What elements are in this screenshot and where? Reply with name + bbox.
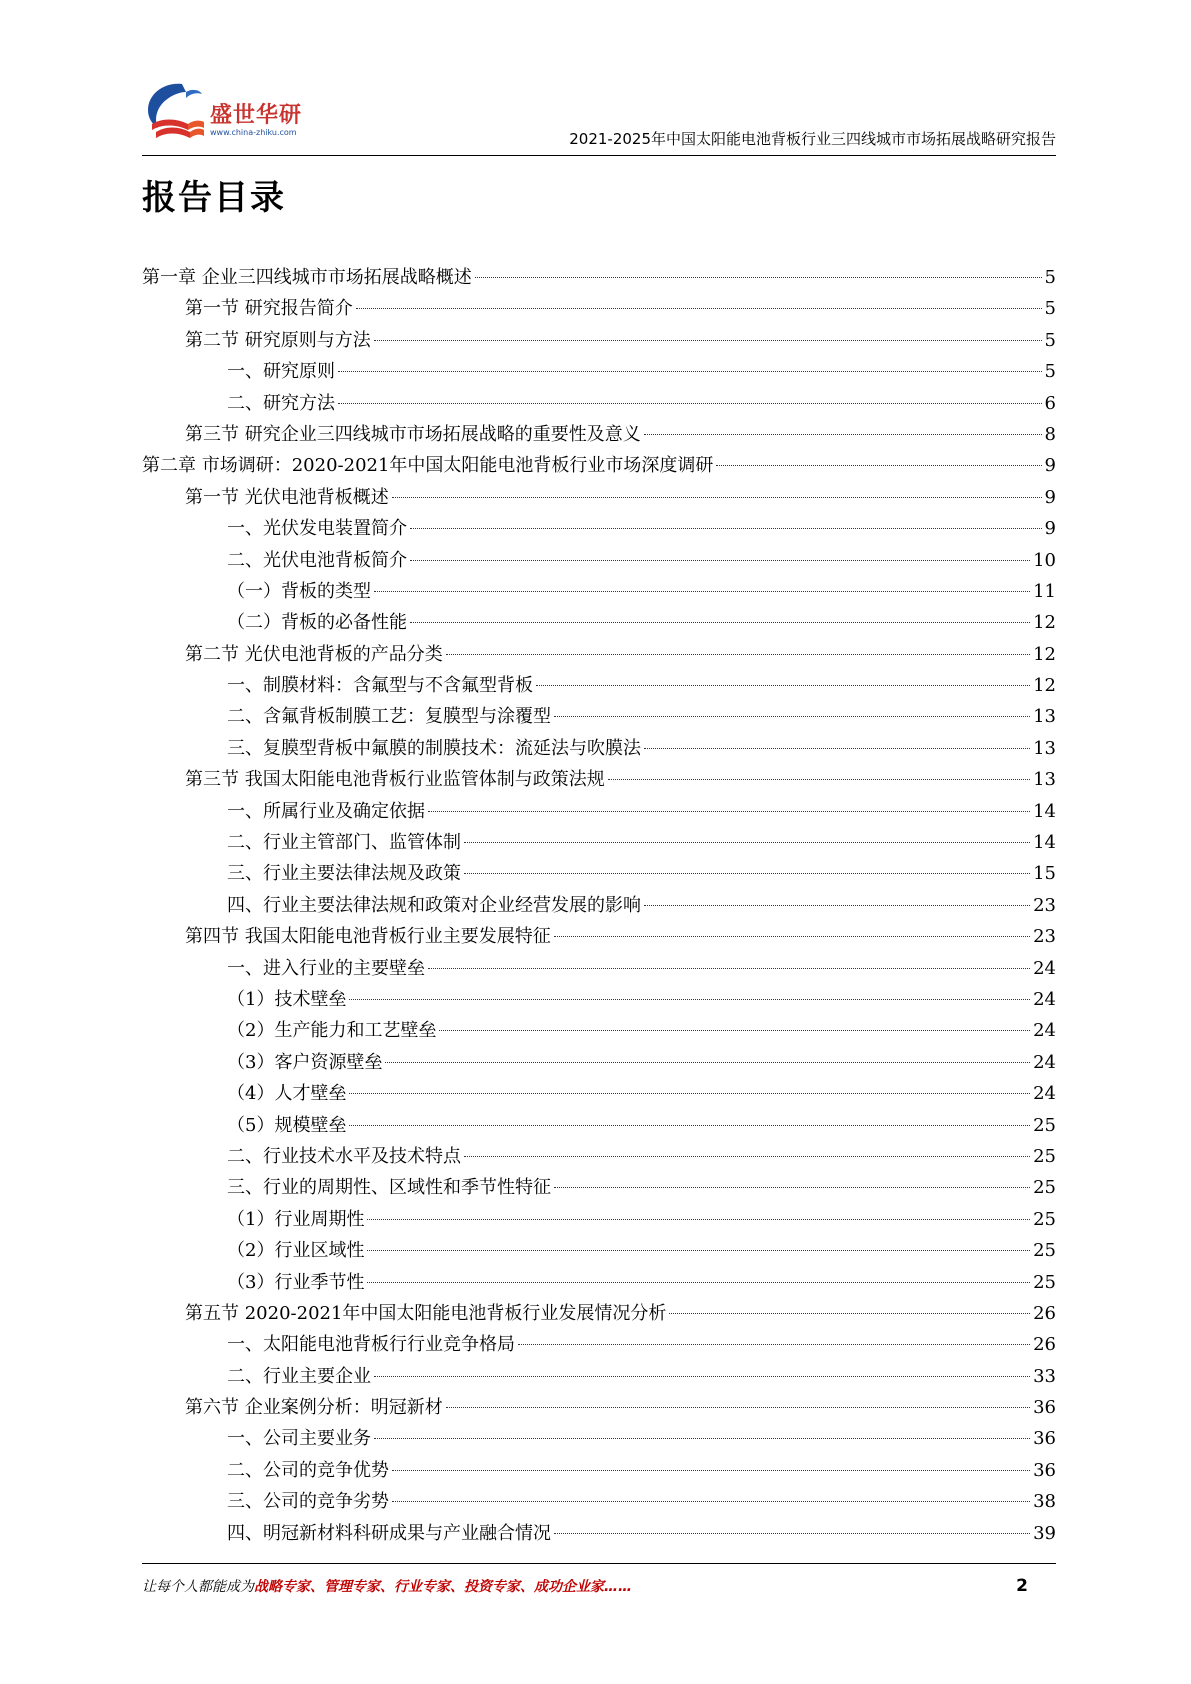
- toc-entry[interactable]: [142, 607, 1056, 638]
- toc-entry-label: 一、太阳能电池背板行行业竞争格局: [227, 1334, 515, 1356]
- toc-entry-label: 一、研究原则: [227, 361, 335, 383]
- toc-entry-label: （5）规模壁垒: [227, 1114, 347, 1136]
- toc-entry-label: 三、公司的竞争劣势: [227, 1491, 389, 1513]
- toc-entry[interactable]: [142, 293, 1056, 324]
- toc-leader-dots: [439, 1030, 1030, 1031]
- toc-entry-page: 36: [1033, 1459, 1056, 1481]
- toc-entry-label: 一、所属行业及确定依据: [227, 800, 425, 822]
- toc-entry-label: 一、制膜材料：含氟型与不含氟型背板: [227, 675, 533, 697]
- toc-leader-dots: [338, 371, 1042, 372]
- toc-entry-label: 第一章 企业三四线城市市场拓展战略概述: [142, 267, 472, 288]
- toc-entry-label: （一）背板的类型: [227, 580, 371, 602]
- toc-entry-page: 24: [1033, 1020, 1056, 1042]
- footer-slogan-prefix: 让每个人都能成为: [142, 1579, 254, 1595]
- toc-entry-label: 一、公司主要业务: [227, 1428, 371, 1450]
- toc-entry-label: 第二节 研究原则与方法: [185, 329, 371, 351]
- toc-entry-page: 9: [1044, 455, 1056, 477]
- toc-leader-dots: [410, 622, 1030, 623]
- toc-entry[interactable]: [142, 388, 1056, 419]
- toc-entry[interactable]: [142, 890, 1056, 921]
- toc-leader-dots: [554, 716, 1030, 717]
- toc-leader-dots: [428, 968, 1030, 969]
- toc-entry[interactable]: [142, 513, 1056, 544]
- report-title: 2021-2025年中国太阳能电池背板行业三四线城市市场拓展战略研究报告: [569, 130, 1056, 148]
- toc-entry[interactable]: [142, 858, 1056, 889]
- toc-entry[interactable]: [142, 1141, 1056, 1172]
- toc-entry-page: 39: [1033, 1522, 1056, 1544]
- toc-entry[interactable]: [142, 639, 1056, 670]
- toc-leader-dots: [446, 654, 1030, 655]
- toc-entry-page: 15: [1033, 863, 1056, 885]
- toc-entry-label: 第二章 市场调研：2020-2021年中国太阳能电池背板行业市场深度调研: [142, 455, 714, 477]
- toc-leader-dots: [392, 1501, 1030, 1502]
- toc-entry-page: 36: [1033, 1397, 1056, 1419]
- toc-entry-label: 第四节 我国太阳能电池背板行业主要发展特征: [185, 926, 551, 948]
- toc-leader-dots: [410, 560, 1030, 561]
- toc-leader-dots: [669, 1313, 1030, 1314]
- toc-leader-dots: [518, 1344, 1030, 1345]
- toc-entry-page: 13: [1033, 769, 1056, 791]
- toc-entry-label: （3）客户资源壁垒: [227, 1051, 383, 1073]
- toc-entry-page: 25: [1033, 1208, 1056, 1230]
- page-number: 2: [1016, 1576, 1028, 1596]
- toc-entry[interactable]: [142, 1455, 1056, 1486]
- toc-leader-dots: [374, 591, 1030, 592]
- toc-entry-label: 三、行业的周期性、区域性和季节性特征: [227, 1177, 551, 1199]
- page-footer: [142, 1576, 1056, 1602]
- logo-url: www.china-zhiku.com: [210, 128, 297, 137]
- toc-entry-page: 13: [1033, 706, 1056, 728]
- toc-entry-page: 14: [1033, 832, 1056, 854]
- toc-leader-dots: [644, 434, 1042, 435]
- toc-leader-dots: [644, 905, 1030, 906]
- toc-entry-label: 第三节 我国太阳能电池背板行业监管体制与政策法规: [185, 769, 605, 791]
- toc-entry-label: 三、复膜型背板中氟膜的制膜技术：流延法与吹膜法: [227, 737, 641, 759]
- toc-leader-dots: [554, 1533, 1030, 1534]
- toc-entry-label: （1）技术壁垒: [227, 988, 347, 1010]
- toc-entry-page: 9: [1044, 486, 1056, 508]
- toc-entry[interactable]: [142, 1518, 1056, 1549]
- toc-entry[interactable]: [142, 984, 1056, 1015]
- toc-entry-page: 12: [1033, 643, 1056, 665]
- toc-leader-dots: [608, 779, 1030, 780]
- toc-entry-label: 第六节 企业案例分析：明冠新材: [185, 1397, 443, 1419]
- toc-entry-label: （二）背板的必备性能: [227, 612, 407, 634]
- toc-leader-dots: [356, 308, 1042, 309]
- logo-text: 盛世华研: [210, 103, 303, 128]
- toc-leader-dots: [349, 999, 1030, 1000]
- toc-leader-dots: [367, 1219, 1030, 1220]
- toc-entry-label: 二、行业主管部门、监管体制: [227, 832, 461, 854]
- toc-leader-dots: [475, 277, 1042, 278]
- toc-entry-page: 24: [1033, 957, 1056, 979]
- toc-entry[interactable]: [142, 545, 1056, 576]
- toc-entry-label: 二、公司的竞争优势: [227, 1459, 389, 1481]
- toc-entry-page: 11: [1033, 580, 1056, 602]
- toc-entry-label: 第二节 光伏电池背板的产品分类: [185, 643, 443, 665]
- toc-leader-dots: [644, 748, 1030, 749]
- toc-entry-page: 14: [1033, 800, 1056, 822]
- toc-entry-page: 12: [1033, 675, 1056, 697]
- toc-entry[interactable]: [142, 1486, 1056, 1517]
- toc-leader-dots: [446, 1407, 1030, 1408]
- toc-entry[interactable]: [142, 1235, 1056, 1266]
- toc-entry[interactable]: [142, 356, 1056, 387]
- footer-slogan-emphasis: 战略专家、管理专家、行业专家、投资专家、成功企业家……: [254, 1579, 632, 1595]
- toc-entry[interactable]: [142, 733, 1056, 764]
- toc-entry-page: 26: [1033, 1334, 1056, 1356]
- toc-leader-dots: [554, 936, 1030, 937]
- toc-leader-dots: [374, 1438, 1030, 1439]
- toc-leader-dots: [338, 403, 1042, 404]
- toc-entry[interactable]: [142, 764, 1056, 795]
- toc-entry-label: 二、含氟背板制膜工艺：复膜型与涂覆型: [227, 706, 551, 728]
- toc-entry-page: 23: [1033, 894, 1056, 916]
- toc-entry[interactable]: [142, 325, 1056, 356]
- toc-entry-label: 三、行业主要法律法规及政策: [227, 863, 461, 885]
- toc-entry[interactable]: [142, 1047, 1056, 1078]
- toc-entry-label: （4）人才壁垒: [227, 1083, 347, 1105]
- toc-leader-dots: [385, 1062, 1030, 1063]
- toc-leader-dots: [349, 1125, 1030, 1126]
- toc-leader-dots: [367, 1282, 1030, 1283]
- toc-leader-dots: [428, 811, 1030, 812]
- toc-entry-label: （1）行业周期性: [227, 1208, 365, 1230]
- toc-entry[interactable]: [142, 1078, 1056, 1109]
- toc-entry-label: 第一节 研究报告简介: [185, 298, 353, 320]
- toc-leader-dots: [392, 497, 1042, 498]
- toc-leader-dots: [464, 842, 1030, 843]
- toc-entry[interactable]: [142, 1392, 1056, 1423]
- page-title: 报告目录: [142, 178, 286, 218]
- toc-entry-page: 36: [1033, 1428, 1056, 1450]
- toc-entry-label: （2）生产能力和工艺壁垒: [227, 1020, 437, 1042]
- toc-entry-label: 二、行业技术水平及技术特点: [227, 1145, 461, 1167]
- toc-entry-label: 二、行业主要企业: [227, 1365, 371, 1387]
- toc-entry-label: 四、行业主要法律法规和政策对企业经营发展的影响: [227, 894, 641, 916]
- toc-entry-page: 5: [1044, 361, 1056, 383]
- page-header: [142, 80, 1056, 160]
- toc-entry-label: 第五节 2020-2021年中国太阳能电池背板行业发展情况分析: [185, 1302, 667, 1324]
- toc-entry-label: 二、研究方法: [227, 392, 335, 414]
- header-divider: [142, 155, 1056, 156]
- toc-leader-dots: [536, 685, 1030, 686]
- toc-entry-page: 5: [1044, 298, 1056, 320]
- toc-entry[interactable]: [142, 1172, 1056, 1203]
- toc-entry[interactable]: [142, 262, 1056, 293]
- toc-entry-page: 5: [1044, 267, 1056, 288]
- toc-entry-page: 12: [1033, 612, 1056, 634]
- toc-entry[interactable]: [142, 576, 1056, 607]
- toc-leader-dots: [464, 873, 1030, 874]
- toc-entry-label: 第三节 研究企业三四线城市市场拓展战略的重要性及意义: [185, 423, 641, 445]
- toc-entry[interactable]: [142, 1267, 1056, 1298]
- footer-divider: [142, 1563, 1056, 1564]
- toc-entry[interactable]: [142, 1298, 1056, 1329]
- toc-entry-page: 8: [1044, 423, 1056, 445]
- toc-entry-page: 9: [1044, 518, 1056, 540]
- toc-entry-page: 24: [1033, 1051, 1056, 1073]
- toc-leader-dots: [464, 1156, 1030, 1157]
- toc-entry-page: 6: [1044, 392, 1056, 414]
- company-logo: [142, 80, 342, 142]
- toc-leader-dots: [410, 528, 1042, 529]
- toc-entry-page: 25: [1033, 1240, 1056, 1262]
- toc-entry-page: 25: [1033, 1114, 1056, 1136]
- toc-entry[interactable]: [142, 827, 1056, 858]
- toc-entry-page: 13: [1033, 737, 1056, 759]
- toc-entry-label: （3）行业季节性: [227, 1271, 365, 1293]
- toc-entry-label: 二、光伏电池背板简介: [227, 549, 407, 571]
- toc-entry[interactable]: [142, 921, 1056, 952]
- toc-entry-page: 25: [1033, 1177, 1056, 1199]
- toc-entry[interactable]: [142, 450, 1056, 481]
- toc-leader-dots: [349, 1093, 1030, 1094]
- toc-entry-page: 25: [1033, 1145, 1056, 1167]
- toc-entry[interactable]: [142, 1110, 1056, 1141]
- toc-entry-page: 26: [1033, 1302, 1056, 1324]
- toc-entry-page: 38: [1033, 1491, 1056, 1513]
- table-of-contents: [142, 262, 1056, 1549]
- toc-entry-page: 24: [1033, 1083, 1056, 1105]
- toc-leader-dots: [716, 465, 1041, 466]
- toc-entry[interactable]: [142, 1204, 1056, 1235]
- toc-entry-label: 四、明冠新材料科研成果与产业融合情况: [227, 1522, 551, 1544]
- toc-entry-label: 一、光伏发电装置简介: [227, 518, 407, 540]
- toc-entry[interactable]: [142, 701, 1056, 732]
- toc-leader-dots: [554, 1187, 1030, 1188]
- toc-entry-label: 第一节 光伏电池背板概述: [185, 486, 389, 508]
- toc-entry-page: 24: [1033, 988, 1056, 1010]
- toc-entry-label: 一、进入行业的主要壁垒: [227, 957, 425, 979]
- toc-entry[interactable]: [142, 796, 1056, 827]
- toc-leader-dots: [367, 1250, 1030, 1251]
- toc-entry[interactable]: [142, 1329, 1056, 1360]
- toc-entry[interactable]: [142, 670, 1056, 701]
- toc-entry-page: 10: [1033, 549, 1056, 571]
- toc-entry[interactable]: [142, 953, 1056, 984]
- toc-entry-page: 25: [1033, 1271, 1056, 1293]
- toc-entry-page: 23: [1033, 926, 1056, 948]
- toc-entry-page: 33: [1033, 1365, 1056, 1387]
- toc-leader-dots: [374, 1376, 1030, 1377]
- toc-leader-dots: [392, 1470, 1030, 1471]
- logo-emblem-icon: [142, 80, 208, 142]
- toc-entry[interactable]: [142, 1423, 1056, 1454]
- toc-entry-page: 5: [1044, 329, 1056, 351]
- toc-entry[interactable]: [142, 419, 1056, 450]
- toc-entry[interactable]: [142, 1015, 1056, 1046]
- toc-entry[interactable]: [142, 482, 1056, 513]
- toc-leader-dots: [374, 340, 1042, 341]
- toc-entry[interactable]: [142, 1361, 1056, 1392]
- toc-entry-label: （2）行业区域性: [227, 1240, 365, 1262]
